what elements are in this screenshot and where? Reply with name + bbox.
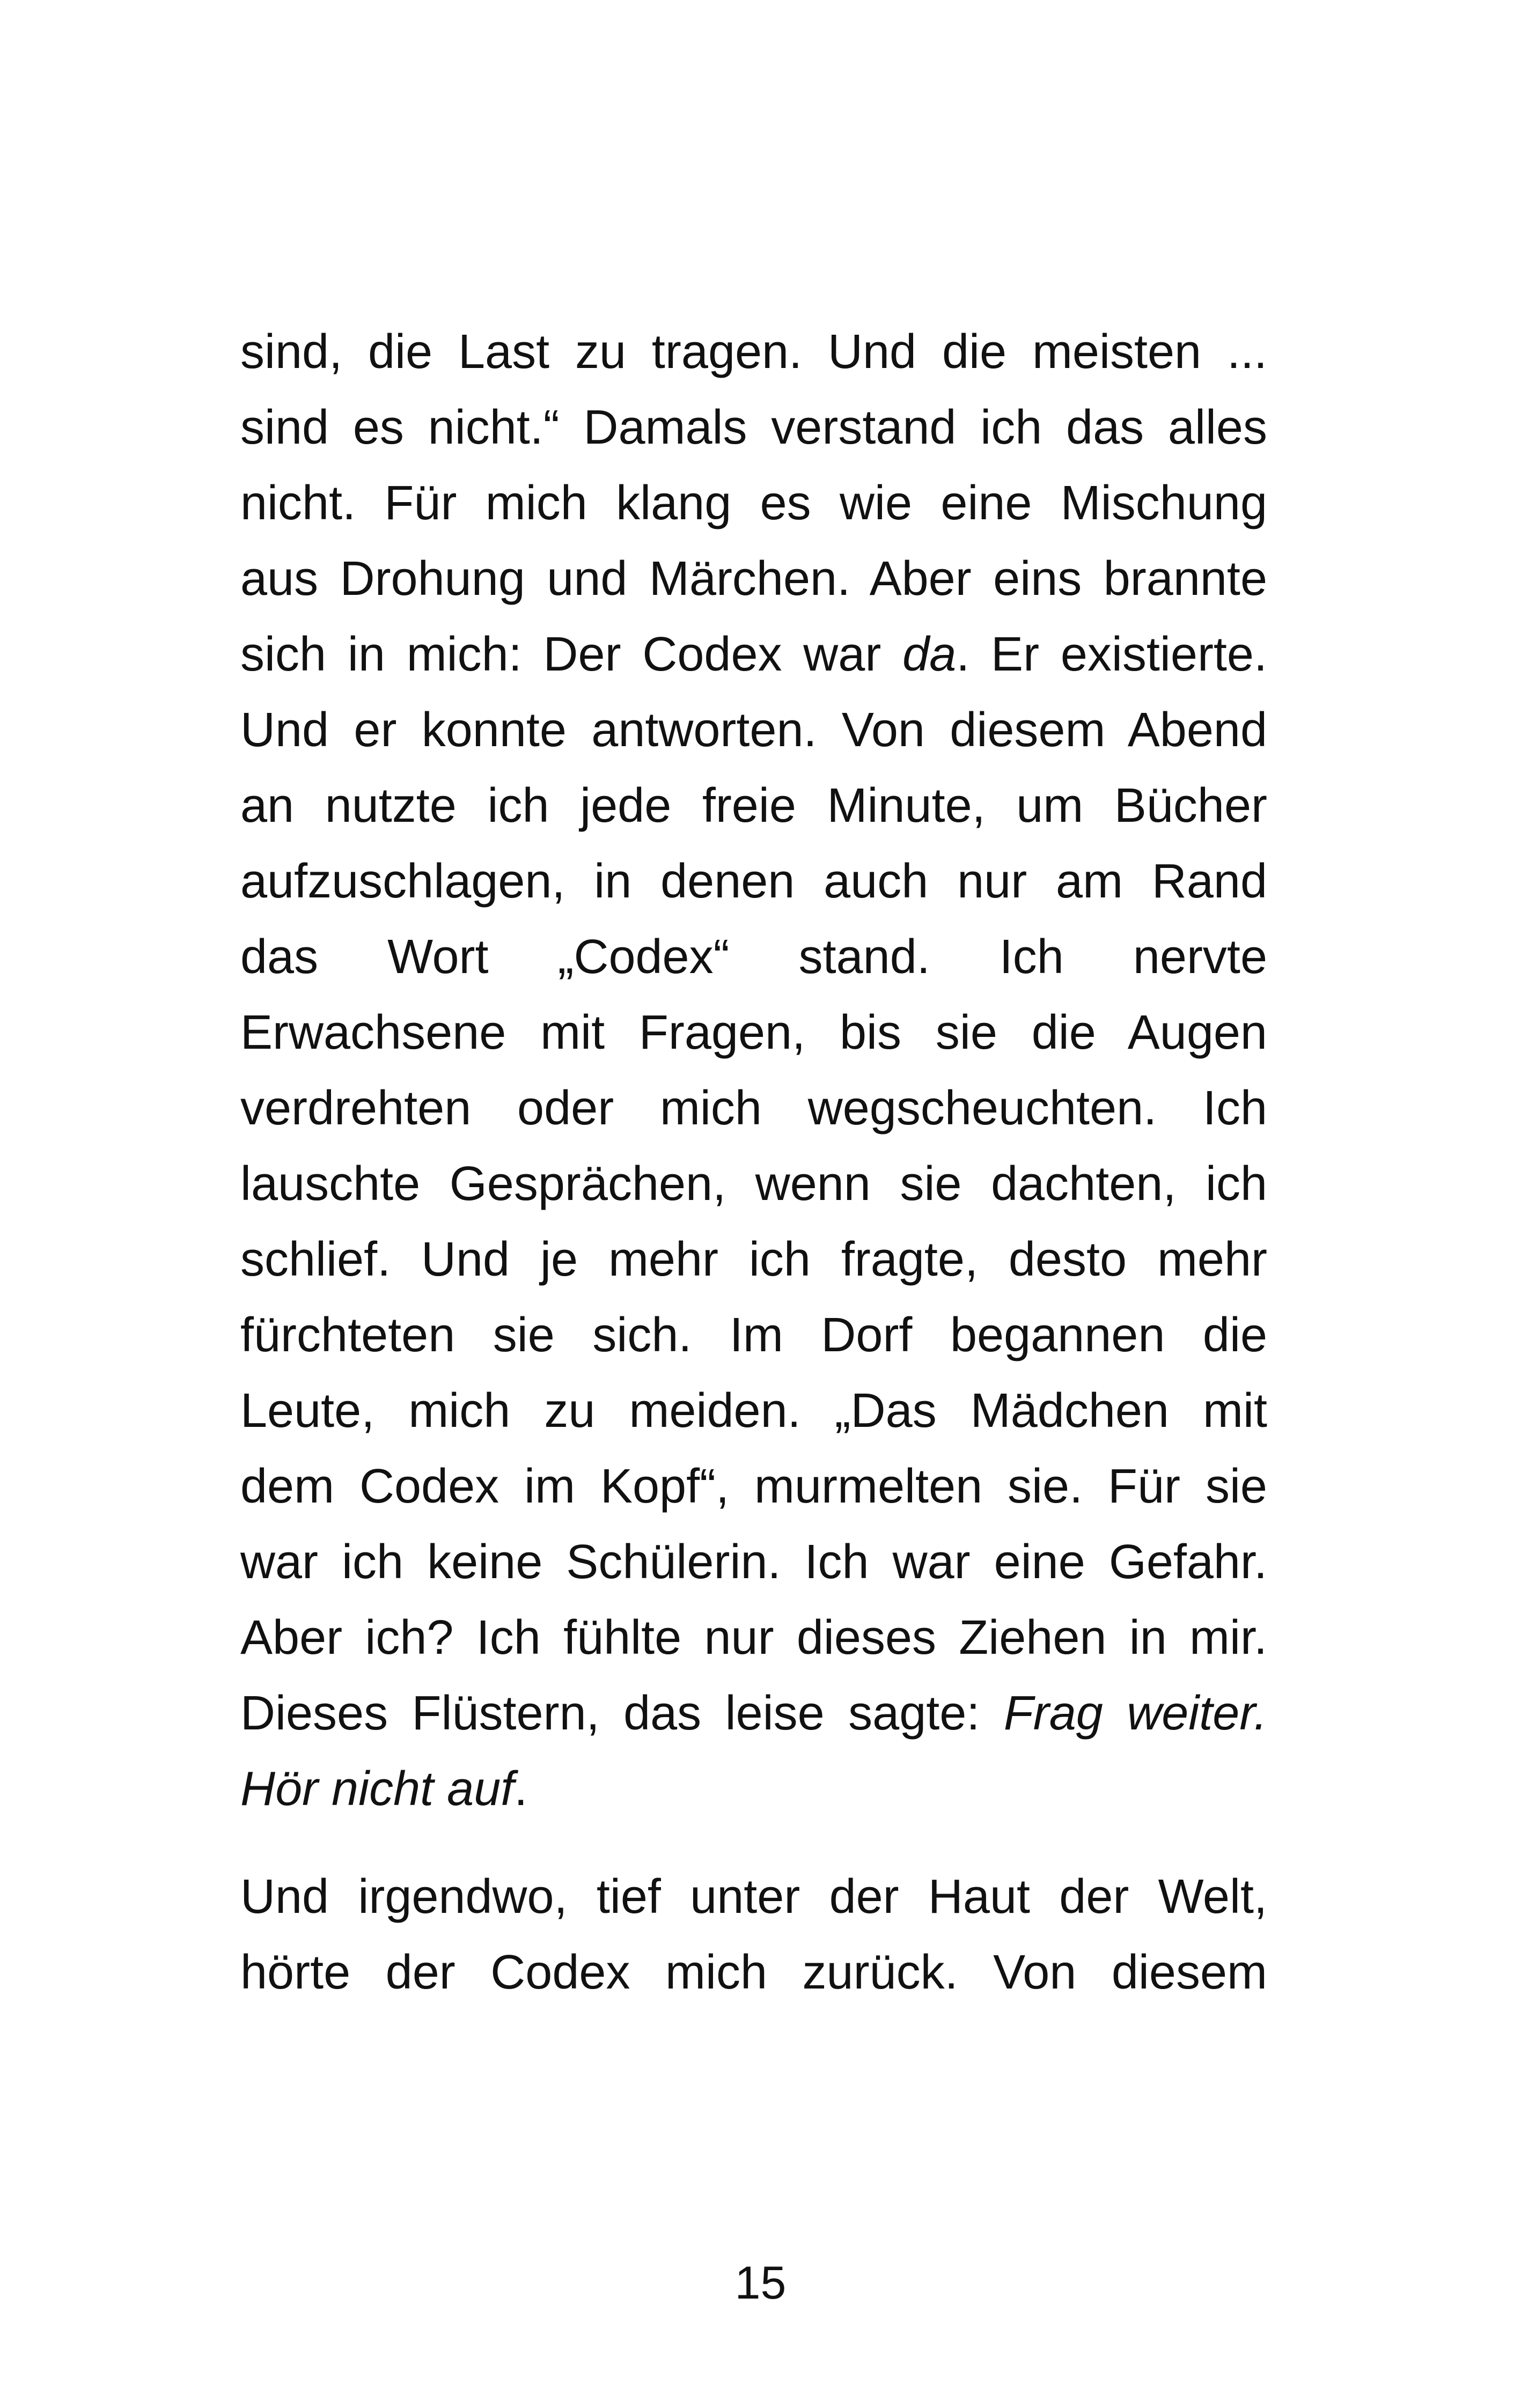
text-line — [240, 1146, 1267, 1222]
body-text: schlief. Und je mehr ich fragte, desto mehr — [240, 1233, 1267, 1286]
text-line — [240, 541, 1267, 617]
text-line — [240, 466, 1267, 541]
body-text: Dieses Flüstern, das leise sagte: — [240, 1687, 1004, 1740]
text-line — [240, 995, 1267, 1071]
text-line — [240, 1222, 1267, 1298]
text-line — [240, 1071, 1267, 1146]
text-line — [240, 768, 1267, 844]
body-text: aufzuschlagen, in denen auch nur am Rand — [240, 855, 1267, 908]
body-paragraph — [240, 1859, 1267, 2011]
body-text: Aber ich? Ich fühlte nur dieses Ziehen in mir. — [240, 1611, 1267, 1665]
text-line — [240, 1751, 1267, 1827]
text-line — [240, 1373, 1267, 1449]
text-line — [240, 1676, 1267, 1751]
text-line — [240, 1935, 1267, 2011]
text-line — [240, 844, 1267, 919]
body-text: verdrehten oder mich wegscheuchten. Ich — [240, 1081, 1267, 1135]
text-line — [240, 919, 1267, 995]
body-text: lauschte Gesprächen, wenn sie dachten, ich — [240, 1157, 1267, 1211]
text-line — [240, 1525, 1267, 1600]
body-text: . Er existierte. — [956, 628, 1267, 681]
text-line — [240, 390, 1267, 466]
body-text: aus Drohung und Märchen. Aber eins brannte — [240, 552, 1267, 606]
text-line — [240, 1600, 1267, 1676]
body-text: dem Codex im Kopf“, murmelten sie. Für sie — [240, 1460, 1267, 1513]
emphasis-text: Hör nicht auf — [240, 1762, 515, 1816]
body-text: war ich keine Schülerin. Ich war eine Gefahr. — [240, 1535, 1267, 1589]
body-text: fürchteten sie sich. Im Dorf begannen die — [240, 1308, 1267, 1362]
page-number: 15 — [734, 2257, 787, 2309]
emphasis-text: Frag weiter. — [1003, 1687, 1267, 1740]
body-text: sind, die Last zu tragen. Und die meisten ... — [240, 325, 1267, 379]
body-text: nicht. Für mich klang es wie eine Mischung — [240, 476, 1267, 530]
body-text: . — [514, 1762, 528, 1816]
text-line — [240, 693, 1267, 768]
emphasis-text: da — [902, 628, 957, 681]
body-text: an nutzte ich jede freie Minute, um Bücher — [240, 779, 1267, 833]
page-body — [240, 314, 1267, 2011]
body-text: hörte der Codex mich zurück. Von diesem — [240, 1946, 1267, 1999]
body-paragraph — [240, 314, 1267, 1827]
body-text: sind es nicht.“ Damals verstand ich das alles — [240, 401, 1267, 454]
body-text: Leute, mich zu meiden. „Das Mädchen mit — [240, 1384, 1267, 1438]
body-text: sich in mich: Der Codex war — [240, 628, 903, 681]
body-text: Und er konnte antworten. Von diesem Abend — [240, 703, 1267, 757]
body-text: Und irgendwo, tief unter der Haut der Welt, — [240, 1870, 1267, 1924]
body-text: das Wort „Codex“ stand. Ich nervte — [240, 930, 1267, 984]
text-line — [240, 617, 1267, 693]
text-line — [240, 1298, 1267, 1373]
text-line — [240, 314, 1267, 390]
body-text: Erwachsene mit Fragen, bis sie die Augen — [240, 1006, 1267, 1059]
text-line — [240, 1449, 1267, 1525]
text-line — [240, 1859, 1267, 1935]
